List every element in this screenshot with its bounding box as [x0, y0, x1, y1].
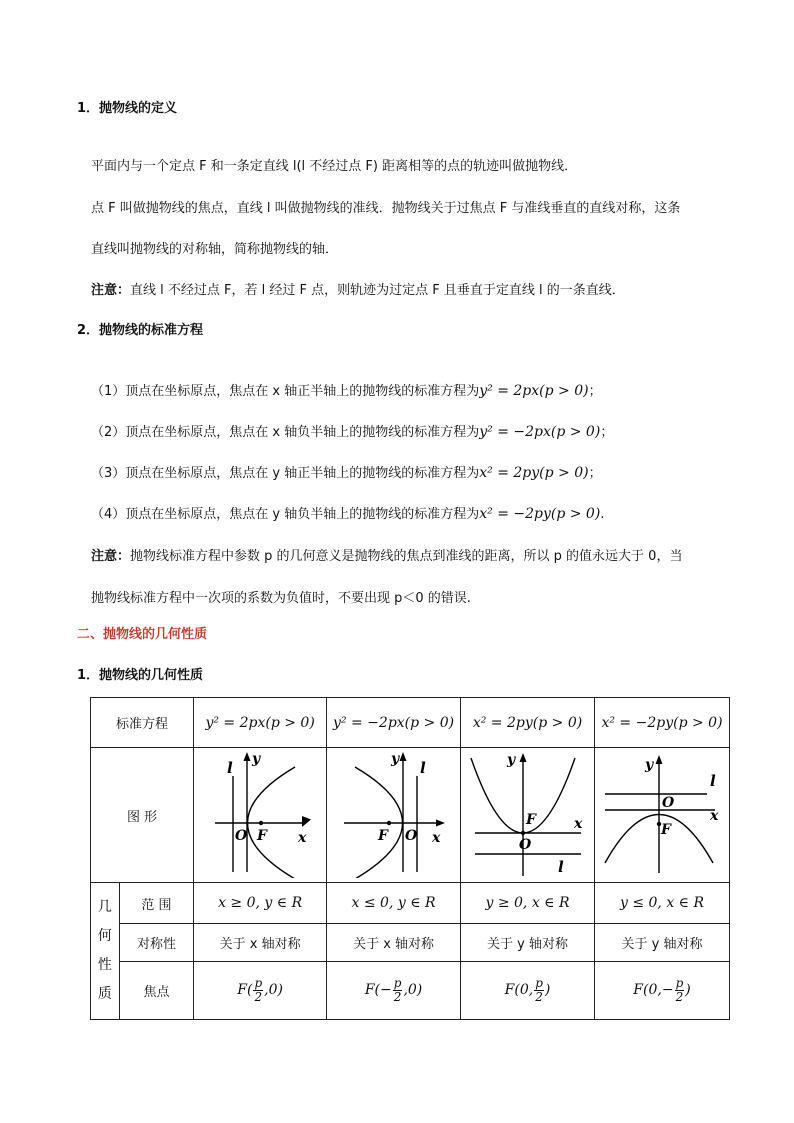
definition-paragraph-3: 直线叫抛物线的对称轴，简称抛物线的轴．	[91, 242, 339, 257]
equation-text: （3）顶点在坐标原点，焦点在 y 轴正半轴上的抛物线的标准方程为	[91, 466, 480, 481]
properties-table	[90, 697, 730, 1020]
geo-label-char: 几	[97, 899, 112, 915]
axis-y-label: y	[506, 752, 515, 768]
equation-text: （4）顶点在坐标原点，焦点在 y 轴负半轴上的抛物线的标准方程为	[91, 507, 480, 522]
section-geometric-properties-heading: 1．抛物线的几何性质	[77, 668, 204, 683]
range-cell: y ≥ 0, x ∈ R	[461, 883, 595, 924]
equation-cell: y² = 2px(p > 0)	[194, 698, 327, 748]
range-cell: x ≥ 0, y ∈ R	[194, 883, 327, 924]
focus-label: F	[661, 822, 671, 838]
axis-x-label: x	[710, 808, 719, 824]
graph-label-cell: 图 形	[91, 748, 194, 883]
origin-label: O	[662, 795, 675, 811]
axis-y-label: y	[390, 751, 399, 767]
graph-cell-4	[595, 748, 730, 883]
note-text: 抛物线标准方程中参数 p 的几何意义是抛物线的焦点到准线的距离，所以 p 的值永远大于 0，当	[130, 549, 683, 564]
equation-math: y² = −2px(p > 0)	[479, 424, 601, 440]
range-cell: y ≤ 0, x ∈ R	[595, 883, 730, 924]
focus-cell: F(0,− $\frac{p}{2}$ )	[595, 962, 730, 1020]
focus-cell: F(− $\frac{p}{2}$ ,0)	[327, 962, 461, 1020]
symmetry-cell: 关于 x 轴对称	[327, 924, 461, 962]
geo-label-char: 性	[97, 957, 112, 973]
range-label-cell: 范 围	[119, 883, 193, 924]
section-definition-heading: 1．抛物线的定义	[77, 101, 178, 116]
geo-label-char: 质	[97, 986, 112, 1002]
table-row-focus	[91, 962, 730, 1020]
origin-label: O	[518, 837, 531, 853]
equation-end: .	[600, 507, 605, 522]
equation-cell: x² = 2py(p > 0)	[461, 698, 595, 748]
equation-text: （2）顶点在坐标原点，焦点在 x 轴负半轴上的抛物线的标准方程为	[91, 425, 480, 440]
directrix-label: l	[227, 759, 233, 777]
graph-cell-1	[194, 748, 327, 883]
origin-label: O	[235, 828, 248, 844]
part-two-heading: 二、抛物线的几何性质	[77, 627, 208, 642]
equation-item-1	[91, 380, 602, 399]
focus-label-cell: 焦点	[119, 962, 193, 1020]
graph-cell-3	[461, 748, 595, 883]
focus-label: F	[377, 828, 388, 844]
definition-paragraph-1: 平面内与一个定点 F 和一条定直线 l(l 不经过点 F) 距离相等的点的轨迹叫做抛物线．	[91, 159, 578, 174]
directrix-label: l	[710, 772, 716, 790]
equation-end: ；	[588, 384, 602, 399]
directrix-label: l	[419, 759, 426, 777]
axis-x-label: x	[573, 816, 582, 832]
equation-item-2	[91, 421, 613, 440]
symmetry-cell: 关于 y 轴对称	[461, 924, 595, 962]
geo-label-cell	[91, 883, 120, 1020]
note-label: 注意：	[91, 283, 131, 298]
equation-math: x² = −2py(p > 0)	[479, 506, 601, 522]
section-standard-equation-heading: 2．抛物线的标准方程	[77, 323, 204, 338]
definition-paragraph-2: 点 F 叫做抛物线的焦点，直线 l 叫做抛物线的准线．抛物线关于过焦点 F 与准线垂直的直线对称，这条	[91, 201, 681, 216]
axis-x-label: x	[298, 830, 307, 846]
symmetry-cell: 关于 x 轴对称	[194, 924, 327, 962]
table-row-range	[91, 883, 730, 924]
equation-item-3	[91, 462, 602, 481]
symmetry-cell: 关于 y 轴对称	[595, 924, 730, 962]
focus-label: F	[257, 828, 268, 844]
equation-item-4	[91, 503, 604, 522]
focus-cell: F( $\frac{p}{2}$ ,0)	[194, 962, 327, 1020]
equation-math: x² = 2py(p > 0)	[479, 465, 589, 481]
table-row-graph	[91, 748, 730, 883]
equation-cell: x² = −2py(p > 0)	[595, 698, 730, 748]
range-cell: x ≤ 0, y ∈ R	[327, 883, 461, 924]
axis-y-label: y	[252, 751, 261, 767]
equation-cell: y² = −2px(p > 0)	[327, 698, 461, 748]
parabola-left-graph	[329, 748, 459, 878]
axis-x-label: x	[431, 830, 440, 846]
graph-cell-2	[327, 748, 461, 883]
axis-y-label: y	[645, 757, 654, 773]
parabola-right-graph	[195, 748, 325, 878]
equation-end: ；	[588, 466, 602, 481]
origin-label: O	[404, 828, 417, 844]
parabola-down-graph	[597, 748, 727, 878]
sym-label-cell: 对称性	[119, 924, 193, 962]
definition-note	[91, 279, 625, 298]
directrix-label: l	[557, 858, 564, 876]
equation-note-line-1	[91, 545, 682, 564]
equation-note-line-2: 抛物线标准方程中一次项的系数为负值时，不要出现 p＜0 的错误.	[91, 591, 471, 606]
std-label-cell: 标准方程	[91, 698, 194, 748]
equation-math: y² = 2px(p > 0)	[479, 383, 589, 399]
note-text: 直线 l 不经过点 F，若 l 经过 F 点，则轨迹为过定点 F 且垂直于定直线 l 的一条直线．	[130, 283, 625, 298]
table-row-symmetry	[91, 924, 730, 962]
equation-end: ；	[600, 425, 614, 440]
focus-cell: F(0, $\frac{p}{2}$ )	[461, 962, 595, 1020]
note-label: 注意：	[91, 549, 131, 564]
equation-text: （1）顶点在坐标原点，焦点在 x 轴正半轴上的抛物线的标准方程为	[91, 384, 480, 399]
geo-label-char: 何	[97, 928, 112, 944]
parabola-up-graph	[463, 748, 593, 878]
focus-label: F	[525, 812, 536, 828]
table-row-equation	[91, 698, 730, 748]
